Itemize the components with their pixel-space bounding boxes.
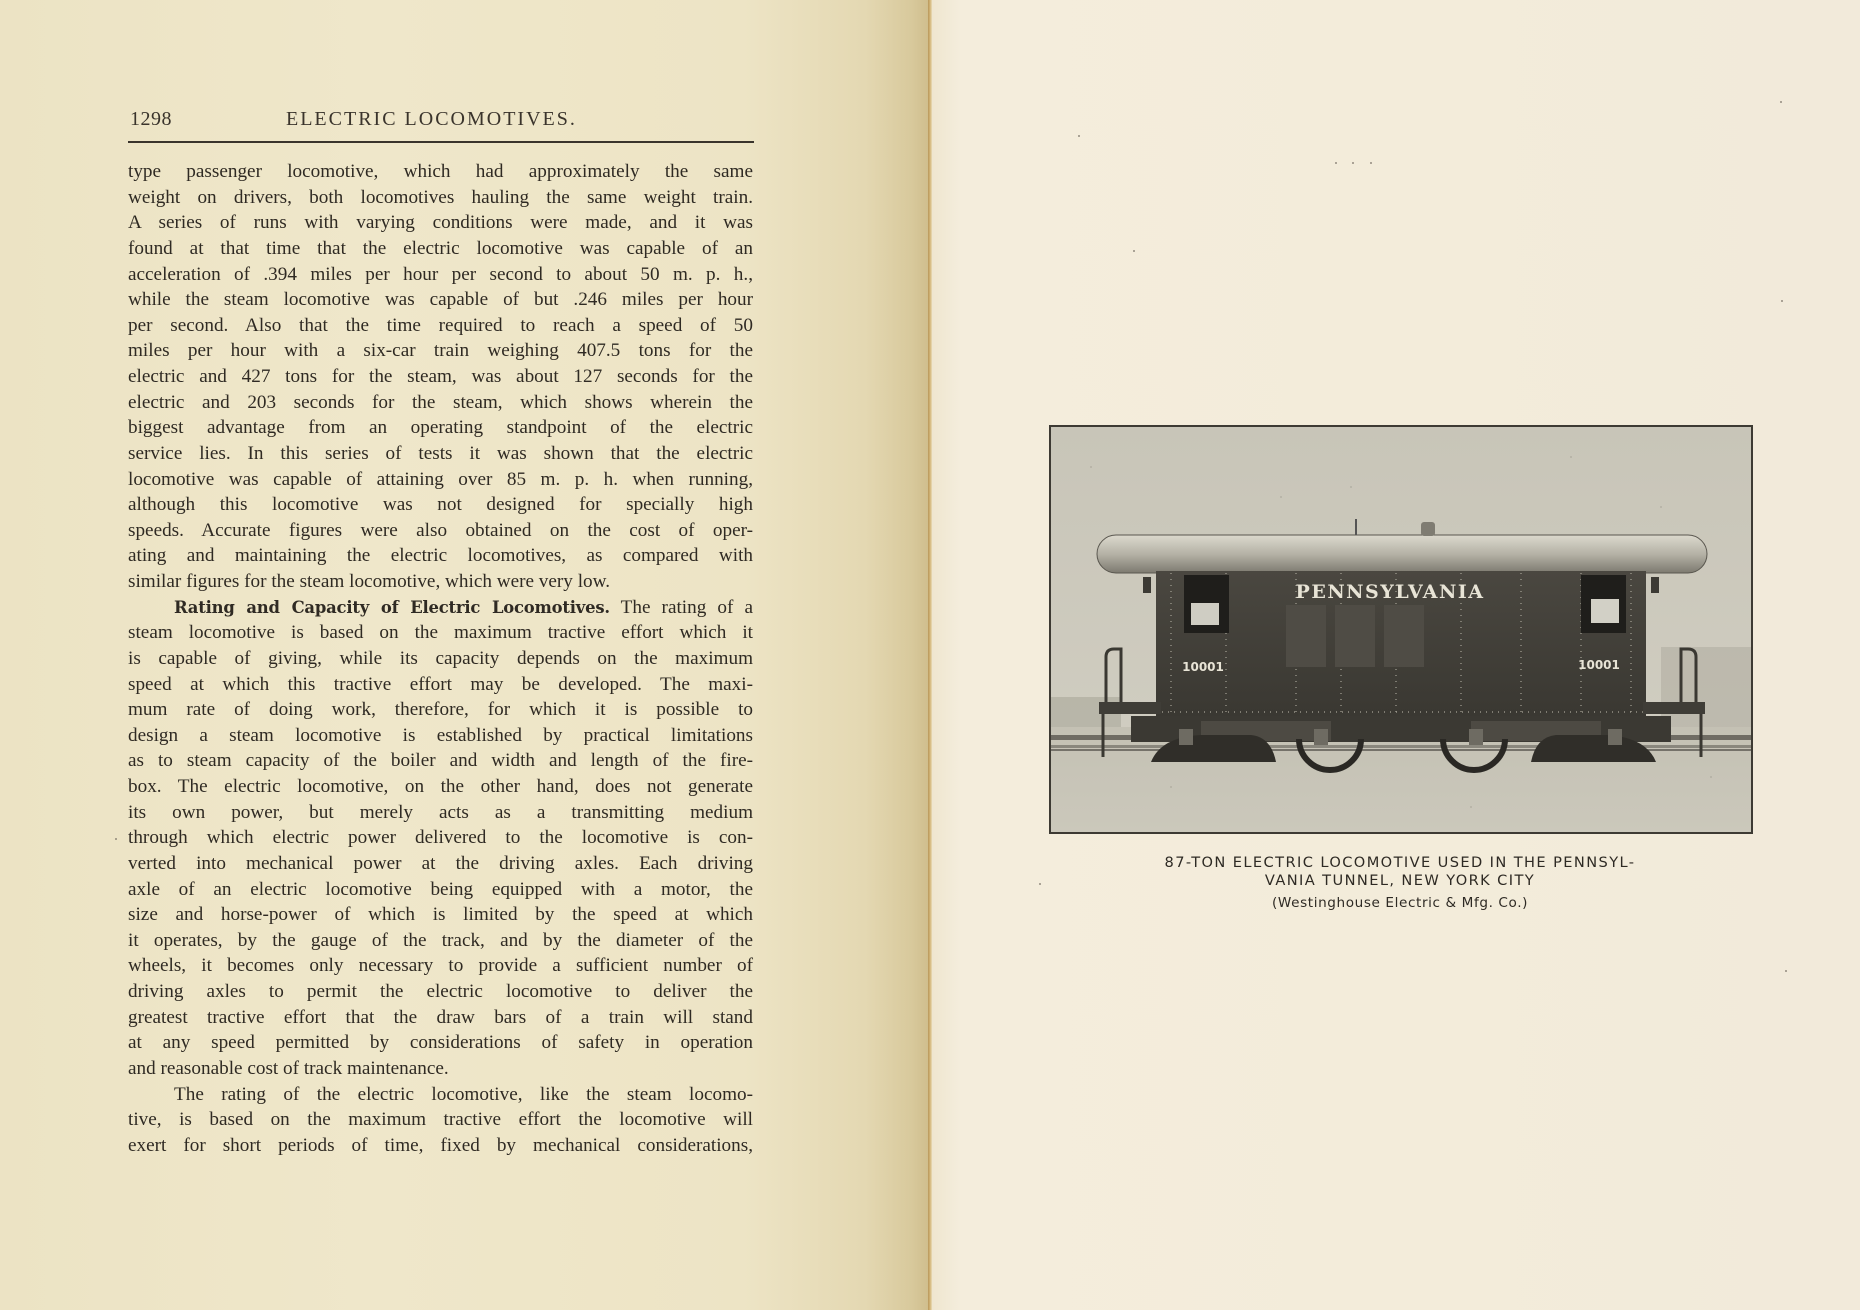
- locomotive-illustration: [1051, 427, 1751, 832]
- text-line: exert for short periods of time, fixed by mechanical considerations,: [128, 1134, 753, 1156]
- paper-speck: [1335, 162, 1337, 164]
- loco-number-right: 10001: [1578, 658, 1620, 672]
- text-line: its own power, but merely acts as a transmitting medium: [128, 801, 753, 823]
- body-text: [128, 159, 753, 1158]
- text-fragment: The rating of a: [609, 596, 753, 618]
- text-line: it operates, by the gauge of the track, and by the diameter of the: [128, 929, 753, 951]
- text-line: similar figures for the steam locomotive, which were very low.: [128, 571, 611, 592]
- header-rule: [128, 141, 754, 143]
- text-line: biggest advantage from an operating standpoint of the electric: [128, 417, 753, 439]
- figure-caption: [1080, 854, 1720, 913]
- paper-speck: [115, 838, 117, 840]
- locomotive-photo: [1049, 425, 1753, 834]
- text-line: axle of an electric locomotive being equipped with a motor, the: [128, 878, 753, 900]
- text-line: service lies. In this series of tests it was shown that the electric: [128, 442, 753, 464]
- text-line: ating and maintaining the electric locomotives, as compared with: [128, 545, 753, 567]
- loco-lettering: PENNSYLVANIA: [1295, 581, 1485, 603]
- text-line: although this locomotive was not designed for specially high: [128, 494, 753, 516]
- text-line: verted into mechanical power at the driving axles. Each driving: [128, 852, 753, 874]
- running-title: ELECTRIC LOCOMOTIVES.: [286, 108, 577, 130]
- text-line: type passenger locomotive, which had approximately the same: [128, 161, 753, 182]
- paper-speck: [1133, 250, 1135, 252]
- text-line: speed at which this tractive effort may be developed. The maxi-: [128, 673, 753, 695]
- text-line: driving axles to permit the electric locomotive to deliver the: [128, 981, 753, 1002]
- text-line: acceleration of .394 miles per hour per second to about 50 m. p. h.,: [128, 263, 753, 285]
- page-number: 1298: [130, 108, 172, 130]
- text-line: A series of runs with varying conditions were made, and it was: [128, 212, 753, 234]
- running-head: [130, 104, 754, 134]
- paper-speck: [1370, 162, 1372, 164]
- caption-credit: (Westinghouse Electric & Mfg. Co.): [1271, 895, 1529, 911]
- text-line: tive, is based on the maximum tractive effort the locomotive will: [128, 1109, 753, 1131]
- paper-speck: [1078, 135, 1080, 137]
- text-line: weight on drivers, both locomotives hauling the same weight train.: [128, 186, 753, 208]
- text-line: through which electric power delivered to the locomotive is con-: [128, 827, 753, 849]
- caption-line-2: VANIA TUNNEL, NEW YORK CITY: [1264, 872, 1536, 889]
- text-line: at any speed permitted by considerations of safety in operation: [128, 1032, 753, 1054]
- text-line: steam locomotive is based on the maximum tractive effort which it: [128, 622, 753, 644]
- text-line: design a steam locomotive is established by practical limitations: [128, 724, 753, 746]
- paper-speck: [1780, 101, 1782, 103]
- paper-speck: [1781, 300, 1783, 302]
- text-line: is capable of giving, while its capacity depends on the maximum: [128, 647, 753, 669]
- section-run-in-heading: Rating and Capacity of Electric Locomotives.: [174, 597, 610, 617]
- text-line: box. The electric locomotive, on the other hand, does not generate: [128, 776, 753, 797]
- text-line: and reasonable cost of track maintenance.: [128, 1057, 449, 1079]
- section-heading-line: [128, 595, 753, 621]
- text-line: mum rate of doing work, therefore, for which it is possible to: [128, 699, 753, 721]
- text-line: locomotive was capable of attaining over 85 m. p. h. when running,: [128, 468, 753, 490]
- caption-line-1: 87-TON ELECTRIC LOCOMOTIVE USED IN THE PENNSYL-: [1164, 854, 1636, 871]
- text-line: per second. Also that the time required to reach a speed of 50: [128, 314, 753, 336]
- text-line: greatest tractive effort that the draw bars of a train will stand: [128, 1006, 753, 1028]
- paper-speck: [1352, 162, 1354, 164]
- text-line: miles per hour with a six-car train weighing 407.5 tons for the: [128, 340, 753, 362]
- paper-speck: [1039, 883, 1041, 885]
- text-line: speeds. Accurate figures were also obtained on the cost of oper-: [128, 519, 753, 541]
- text-line: wheels, it becomes only necessary to provide a sufficient number of: [128, 955, 753, 977]
- paper-speck: [1785, 970, 1787, 972]
- text-line: size and horse-power of which is limited by the speed at which: [128, 904, 753, 926]
- book-spine: [928, 0, 932, 1310]
- text-line: electric and 203 seconds for the steam, which shows wherein the: [128, 391, 753, 413]
- text-line: The rating of the electric locomotive, like the steam locomo-: [174, 1083, 753, 1105]
- text-line: as to steam capacity of the boiler and width and length of the fire-: [128, 750, 753, 772]
- text-line: electric and 427 tons for the steam, was about 127 seconds for the: [128, 366, 753, 387]
- text-line: found at that time that the electric locomotive was capable of an: [128, 237, 753, 259]
- text-line: while the steam locomotive was capable of but .246 miles per hour: [128, 289, 753, 311]
- loco-number-left: 10001: [1182, 660, 1224, 674]
